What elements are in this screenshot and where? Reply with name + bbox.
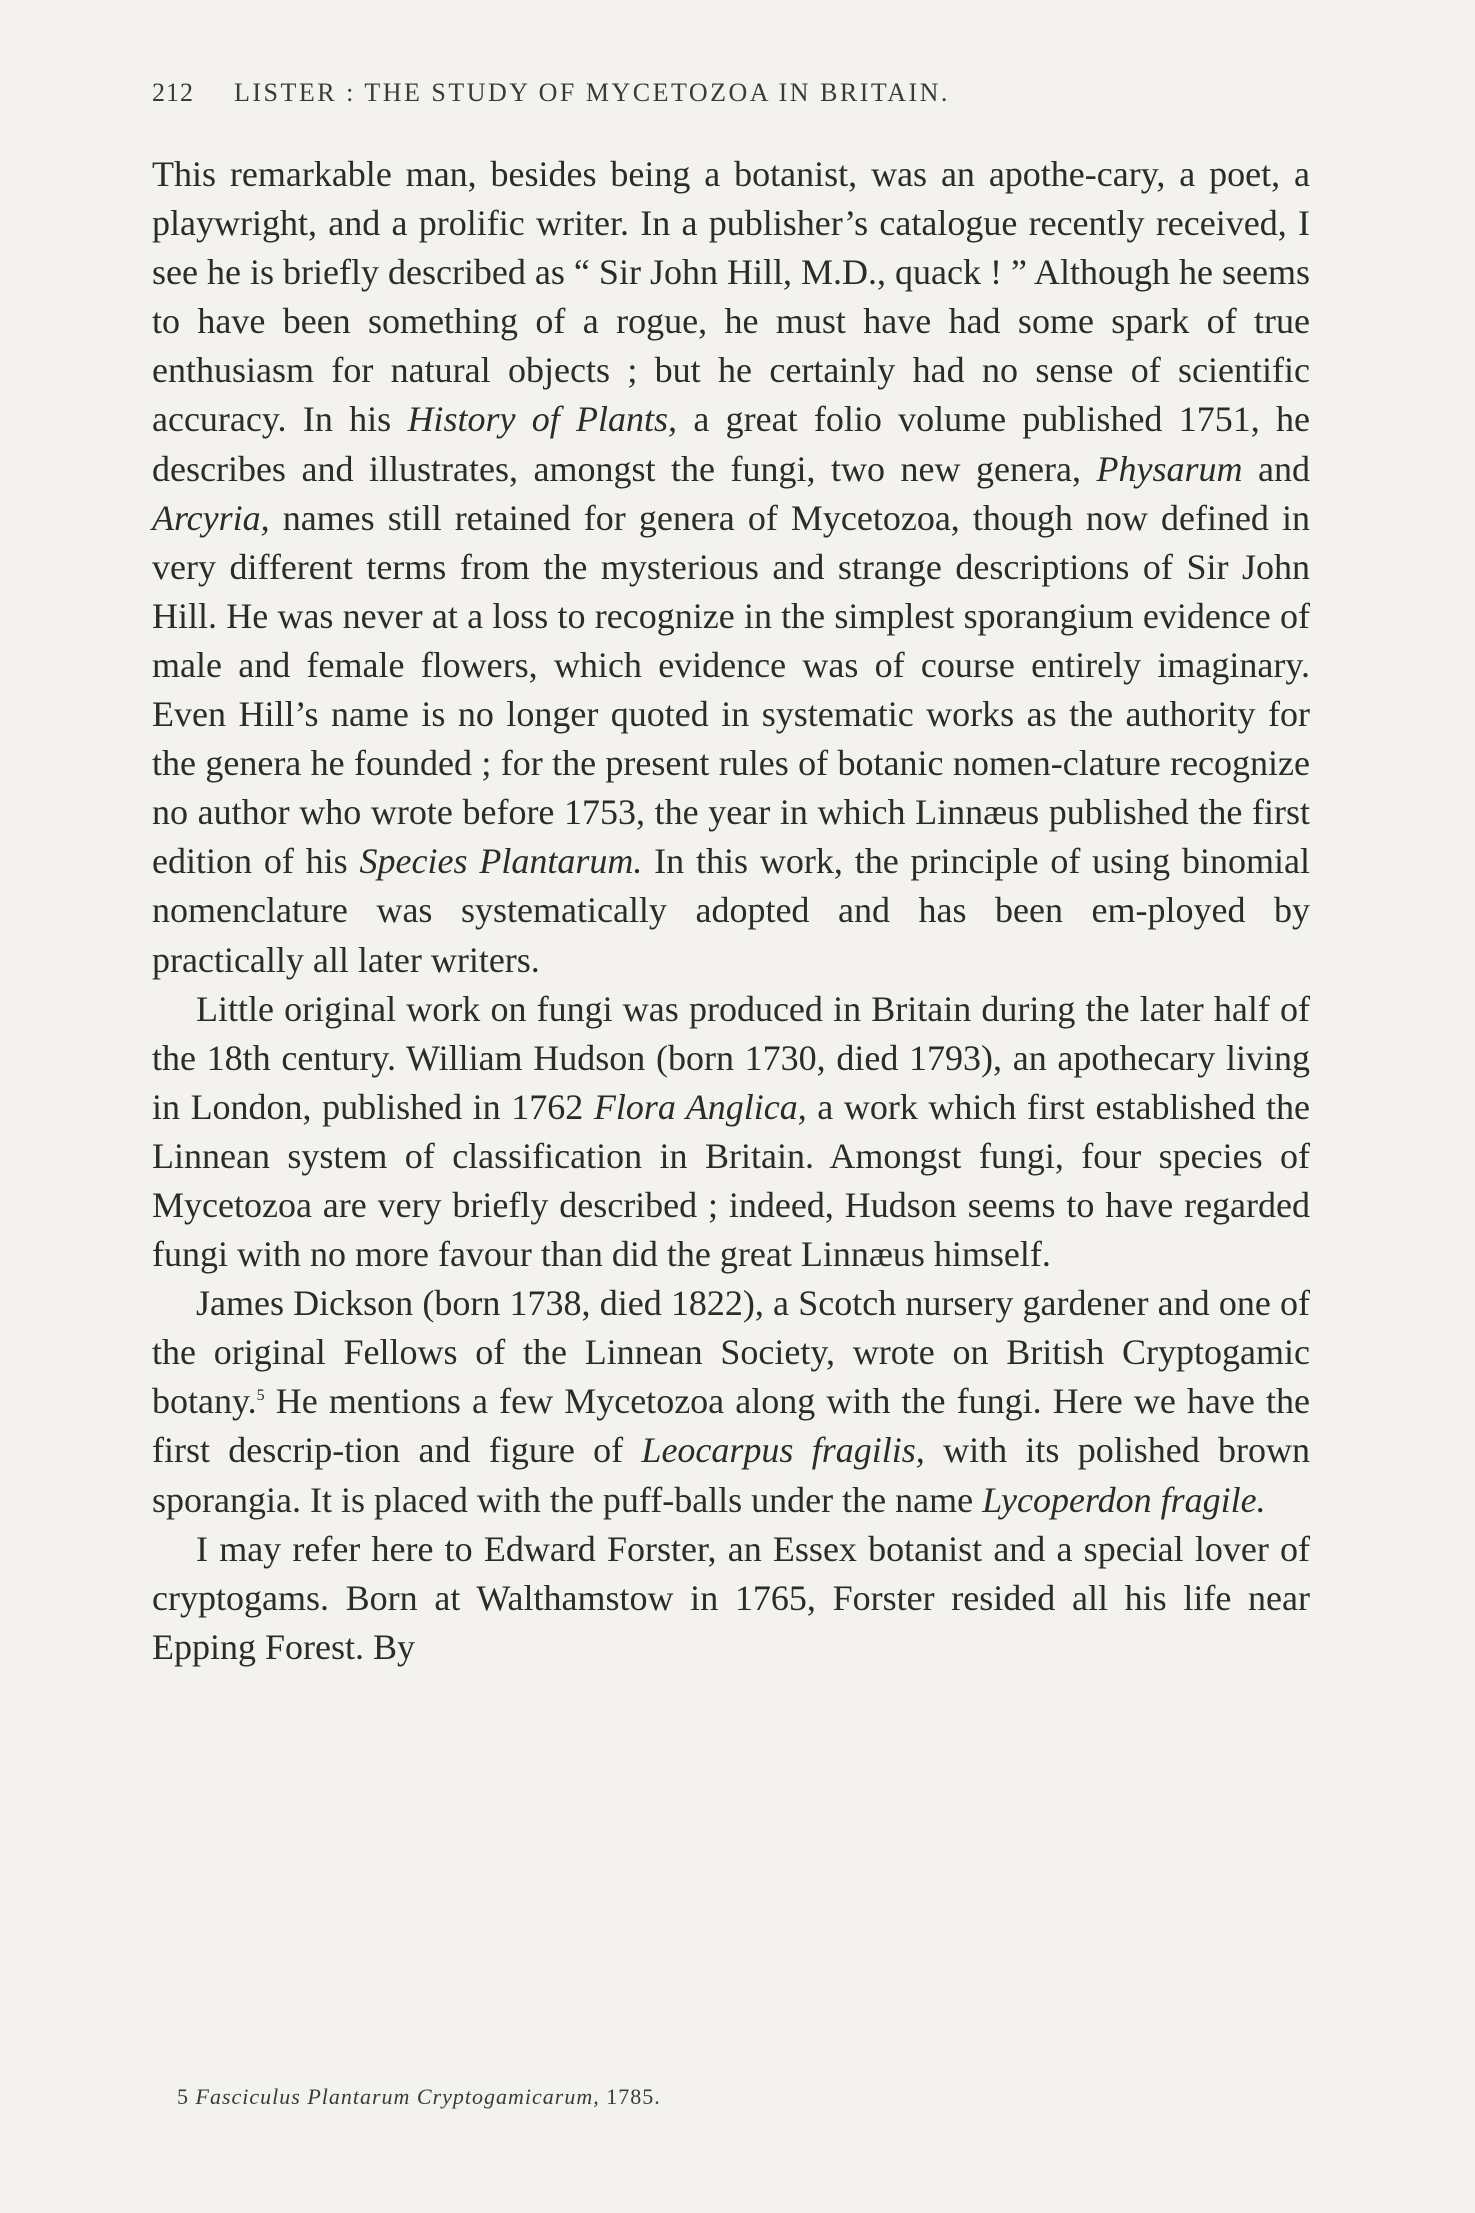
italic-genus: Physarum xyxy=(1096,448,1243,489)
text-run: a great folio volume published 1751, he describes and illustrates, amongst the fungi, two new genera, xyxy=(152,399,1310,489)
footnote-title: Fasciculus Plantarum Cryptogamicarum, xyxy=(195,2084,600,2109)
text-run: I may refer here to Edward Forster, an Essex botanist and a special lover of cryptogams. Born at Walthamstow in 1765, Forster resided all his life near Epping Forest. By xyxy=(152,1528,1310,1667)
running-title: LISTER : THE STUDY OF MYCETOZOA IN BRITAIN. xyxy=(234,78,950,107)
body-text xyxy=(152,150,1310,1672)
text-run: James Dickson (born 1738, died 1822), a Scotch nursery gardener and one of the original Fellows of the Linnean Society, wrote on British Cryptogamic botany. xyxy=(152,1283,1310,1422)
text-run: In this work, the principle of using binomial nomenclature was systematically adopted and has been em-ployed by practically all later writers. xyxy=(152,841,1311,980)
italic-species: Lycoperdon fragile. xyxy=(982,1479,1266,1520)
italic-title: Flora Anglica, xyxy=(593,1086,807,1127)
paragraph-3 xyxy=(152,1279,1310,1524)
text-run: Little original work on fungi was produced in Britain during the later half of the 18th century. William Hudson (born 1730, died 1793), an apothecary living in London, published in 1762 xyxy=(152,988,1310,1127)
footnote-number: 5 xyxy=(177,2084,189,2109)
footnote-marker: 5 xyxy=(256,1387,265,1405)
footnote xyxy=(177,2084,661,2110)
paragraph-4 xyxy=(152,1525,1310,1672)
page-number: 212 xyxy=(152,78,194,107)
footnote-year: 1785. xyxy=(606,2084,661,2109)
text-run: He mentions a few Mycetozoa along with the fungi. Here we have the first descrip-tion and figure of xyxy=(152,1381,1310,1471)
text-run: This remarkable man, besides being a botanist, was an apothe-cary, a poet, a playwright, and a prolific writer. In a publisher’s catalogue recently received, I see he is briefly described as “ Sir John Hill, M.D., quack ! ” Although he seems to have been something of a rogue, he must have had some spark of true enthusiasm for natural objects ; but he certainly had no sense of scientific accuracy. In his xyxy=(152,154,1310,440)
paragraph-1 xyxy=(152,150,1310,985)
text-run: with its polished brown sporangia. It is placed with the puff-balls under the name xyxy=(152,1430,1310,1520)
text-run: and xyxy=(1242,448,1311,489)
italic-species: Leocarpus fragilis, xyxy=(641,1430,925,1471)
paragraph-2 xyxy=(152,985,1310,1280)
italic-title: Species Plantarum. xyxy=(359,841,643,882)
text-run: names still retained for genera of Mycetozoa, though now defined in very different terms from the mysterious and strange descriptions of Sir John Hill. He was never at a loss to recognize in the simplest sporangium evidence of male and female flowers, which evidence was of course entirely imaginary. Even Hill’s name is no longer quoted in systematic works as the authority for the genera he founded ; for the present rules of botanic nomen-clature recognize no author who wrote before 1753, the year in which Linnæus published the first edition of his xyxy=(152,497,1310,882)
text-run: a work which first established the Linnean system of classification in Britain. Amongst fungi, four species of Mycetozoa are very briefly described ; indeed, Hudson seems to have regarded fungi with no more favour than did the great Linnæus himself. xyxy=(152,1086,1310,1275)
italic-title: History of Plants, xyxy=(407,399,678,440)
running-head xyxy=(152,78,1312,108)
italic-genus: Arcyria, xyxy=(152,497,270,538)
